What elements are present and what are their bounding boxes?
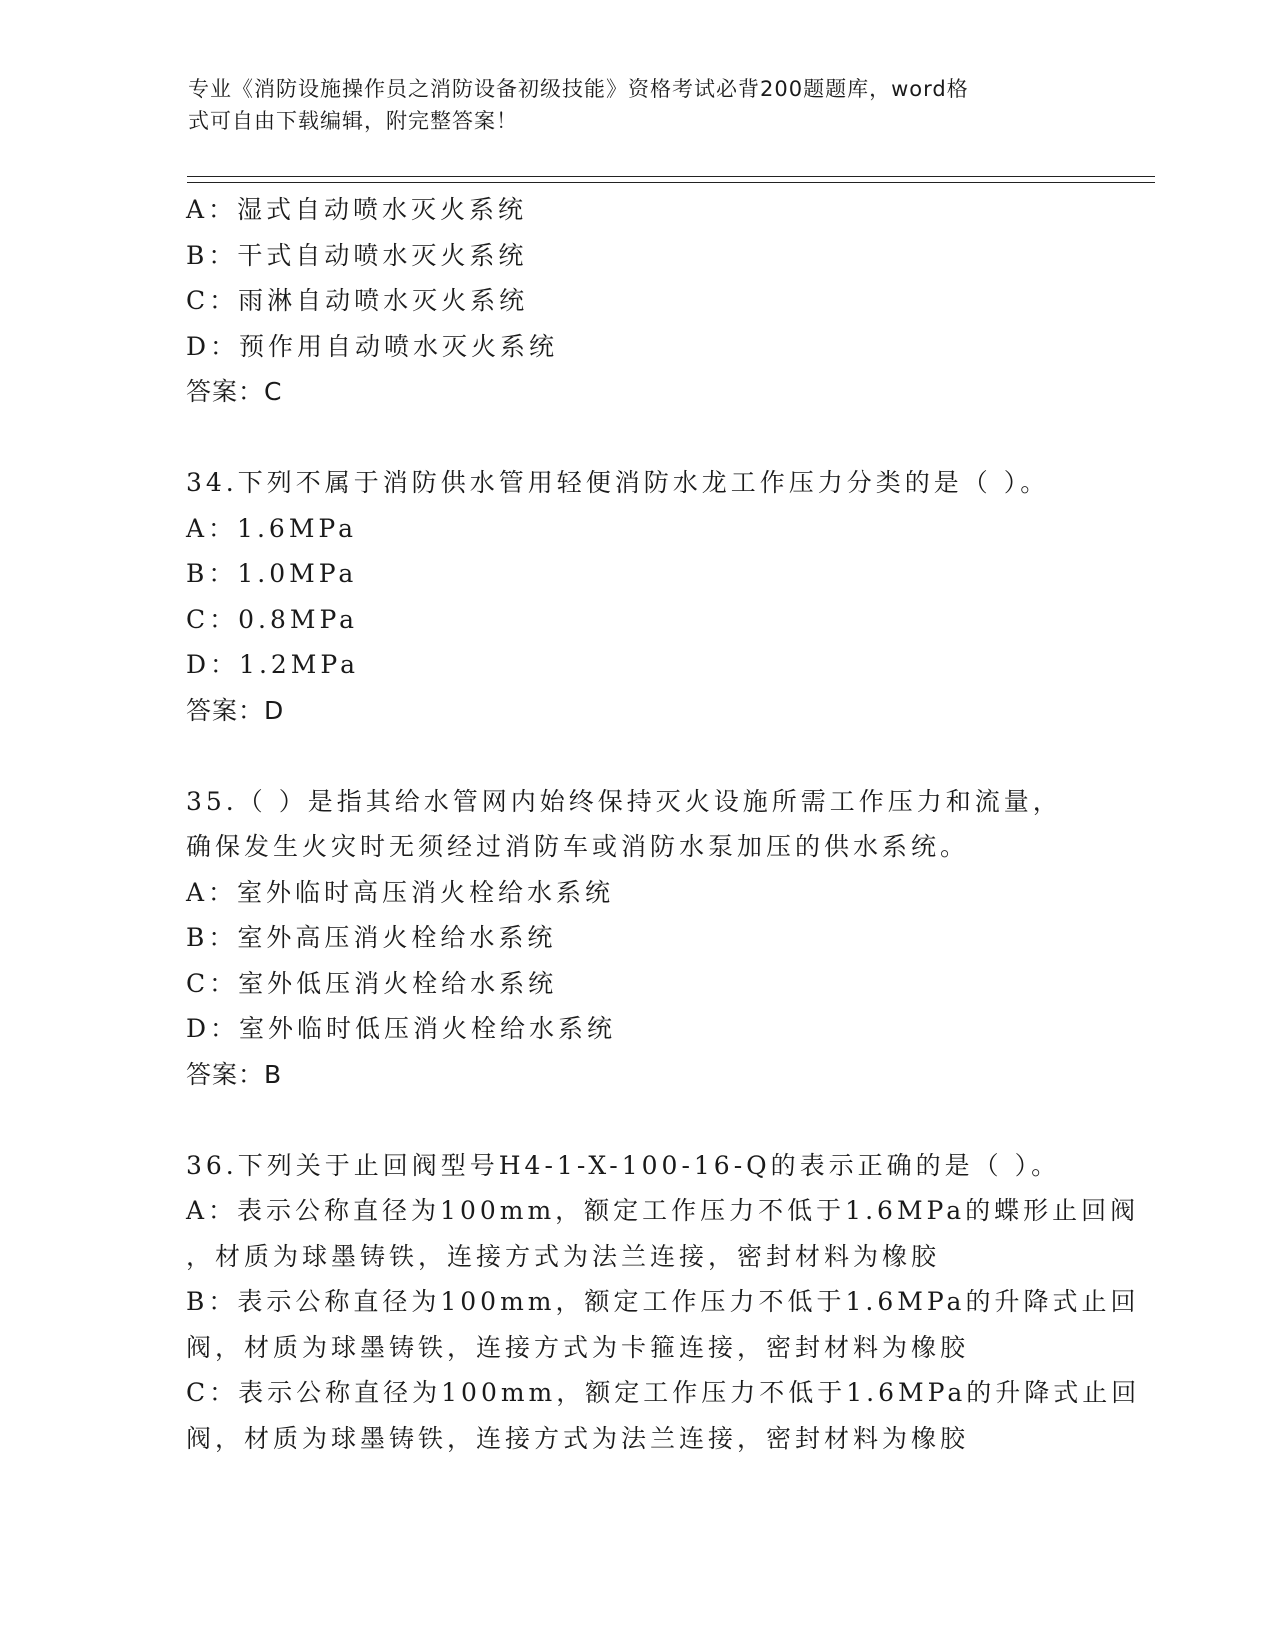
q33-option-d: D：预作用自动喷水灭火系统 — [186, 331, 559, 361]
q35-option-d: D：室外临时低压消火栓给水系统 — [186, 1014, 617, 1043]
q36-question: 36.下列关于止回阀型号H4-1-X-100-16-Q的表示正确的是（ ）。 — [186, 1150, 1061, 1180]
header-divider-bottom — [187, 182, 1155, 183]
header-line-2: 式可自由下载编辑，附完整答案！ — [188, 109, 518, 133]
q34-option-d: D：1.2MPa — [186, 650, 360, 679]
q33-option-a: A：湿式自动喷水灭火系统 — [186, 195, 528, 224]
q36-option-c-line-2: 阀，材质为球墨铸铁，连接方式为法兰连接，密封材料为橡胶 — [186, 1423, 970, 1453]
q33-option-c: C：雨淋自动喷水灭火系统 — [186, 286, 529, 315]
q36-option-b-line-2: 阀，材质为球墨铸铁，连接方式为卡箍连接，密封材料为橡胶 — [186, 1332, 970, 1362]
spacer — [186, 733, 1106, 779]
q34-question: 34.下列不属于消防供水管用轻便消防水龙工作压力分类的是（ ）。 — [186, 468, 1050, 497]
spacer — [186, 1097, 1106, 1143]
q35-question-line-2: 确保发生火灾时无须经过消防车或消防水泵加压的供水系统。 — [186, 832, 970, 861]
document-header — [188, 73, 1068, 137]
q36-option-a-line-2: ，材质为球墨铸铁，连接方式为法兰连接，密封材料为橡胶 — [186, 1241, 941, 1271]
question-content — [186, 187, 1141, 1461]
q35-option-a: A：室外临时高压消火栓给水系统 — [186, 877, 615, 907]
q33-option-b: B：干式自动喷水灭火系统 — [186, 240, 528, 270]
q35-question-line-1: 35.（ ）是指其给水管网内始终保持灭火设施所需工作压力和流量， — [186, 786, 1062, 816]
header-divider-top — [187, 176, 1155, 177]
q34-answer: 答案：D — [186, 695, 285, 725]
q34-option-c: C：0.8MPa — [186, 604, 359, 634]
q36-option-c-line-1: C：表示公称直径为100mm，额定工作压力不低于1.6MPa的升降式止回 — [186, 1378, 1141, 1407]
q35-option-b: B：室外高压消火栓给水系统 — [186, 923, 557, 952]
q33-answer: 答案：C — [186, 377, 283, 406]
q35-option-c: C：室外低压消火栓给水系统 — [186, 968, 558, 998]
q35-answer: 答案：B — [186, 1059, 283, 1089]
header-line-1: 专业《消防设施操作员之消防设备初级技能》资格考试必背200题题库，word格 — [188, 77, 969, 101]
q34-option-a: A：1.6MPa — [186, 513, 358, 543]
q36-option-a-line-1: A：表示公称直径为100mm，额定工作压力不低于1.6MPa的蝶形止回阀 — [186, 1196, 1140, 1225]
q34-option-b: B：1.0MPa — [186, 559, 358, 588]
q36-option-b-line-1: B：表示公称直径为100mm，额定工作压力不低于1.6MPa的升降式止回 — [186, 1287, 1140, 1316]
spacer — [186, 415, 1106, 461]
